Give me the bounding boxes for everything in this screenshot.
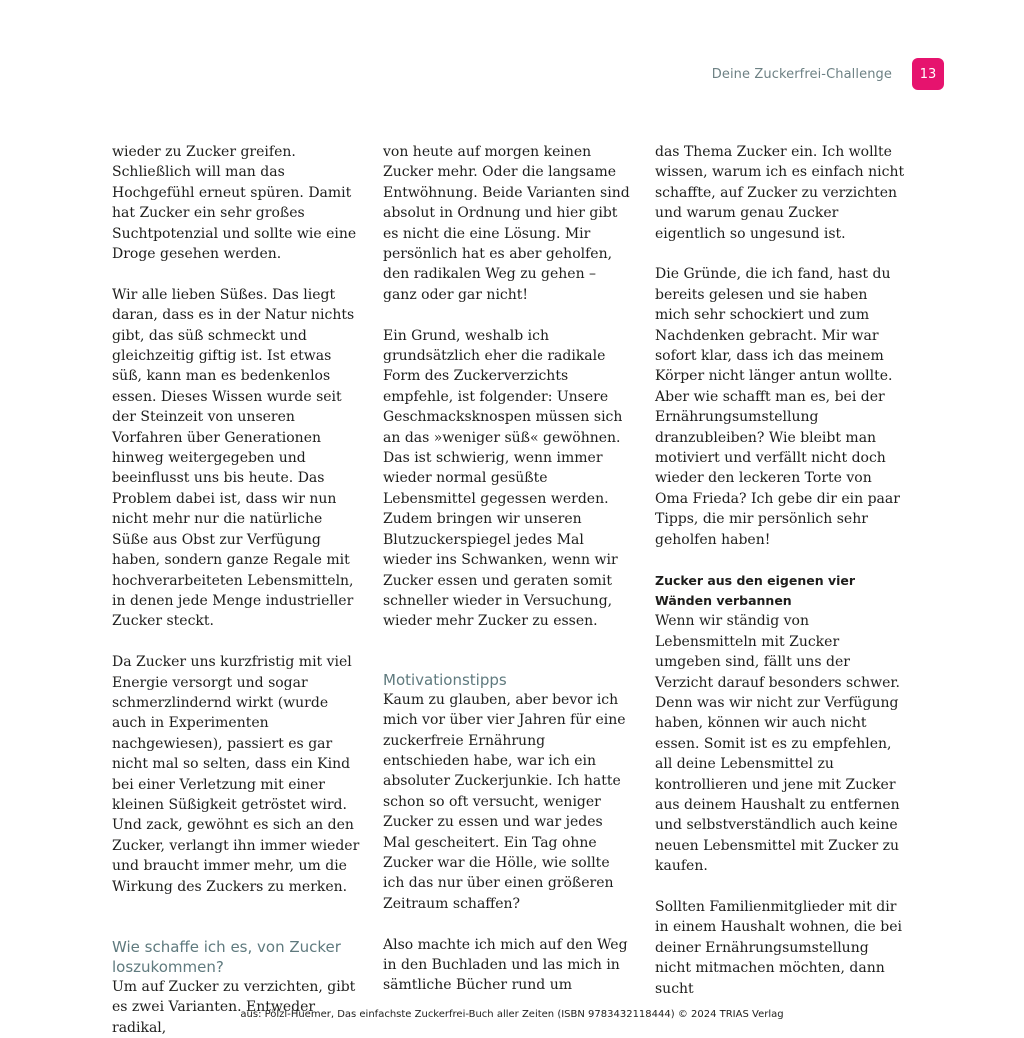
text-column-2 — [383, 142, 633, 996]
paragraph: Ein Grund, weshalb ich grundsätzlich eher die radikale Form des Zuckerverzichts empfehle, ist folgender: Unsere Geschmacksknospen müssen sich an das »weniger süß« gewöhnen. Das ist schwierig, wenn immer wieder normal gesüßte Lebensmittel gegessen werden. Zudem bringen wir unseren Blutzuckerspiegel jedes Mal wieder ins Schwanken, wenn wir Zucker essen und geraten somit schneller wieder in Versuchung, wieder mehr Zucker zu essen. — [383, 327, 623, 630]
text-column-1 — [112, 142, 362, 1038]
subsection-heading: Zucker aus den eigenen vier Wänden verbannen — [655, 572, 856, 608]
paragraph: Sollten Familienmitglieder mit dir in einem Haushalt wohnen, die bei deiner Ernährungsumstellung nicht mitmachen möchten, dann sucht — [655, 898, 902, 997]
paragraph: Wir alle lieben Süßes. Das liegt daran, dass es in der Natur nichts gibt, das süß schmeckt und gleichzeitig giftig ist. Ist etwas süß, kann man es bedenkenlos essen. Dieses Wissen wurde seit der Steinzeit von unseren Vorfahren über Generationen hinweg weitergegeben und beeinflusst uns bis heute. Das Problem dabei ist, dass wir nun nicht mehr nur die natürliche Süße aus Obst zur Verfügung haben, sondern ganze Regale mit hochverarbeiteten Lebensmitteln, in denen jede Menge industrieller Zucker steckt. — [112, 286, 355, 630]
running-title: Deine Zuckerfrei-Challenge — [711, 66, 892, 82]
paragraph: Um auf Zucker zu verzichten, gibt es zwei Varianten. Entweder radikal, — [112, 979, 356, 1036]
paragraph: das Thema Zucker ein. Ich wollte wissen, warum ich es einfach nicht schaffte, auf Zucker zu verzichten und warum genau Zucker eigentlich so ungesund ist. — [655, 144, 905, 242]
page-number-badge: 13 — [912, 58, 944, 90]
footer-citation: aus: Pölzl-Huemer, Das einfachste Zuckerfrei-Buch aller Zeiten (ISBN 9783432118444) © 2024 TRIAS Verlag — [240, 1009, 784, 1020]
paragraph: Also machte ich mich auf den Weg in den Buchladen und las mich in sämtliche Bücher rund um — [383, 936, 628, 994]
paragraph: Die Gründe, die ich fand, hast du bereits gelesen und sie haben mich sehr schockiert und zum Nachdenken gebracht. Mir war sofort klar, dass ich das meinem Körper nicht länger antun wollte. Aber wie schafft man es, bei der Ernährungsumstellung dranzubleiben? Wie bleibt man motiviert und verfällt nicht doch wieder den leckeren Torte von Oma Frieda? Ich gebe dir ein paar Tipps, die mir persönlich sehr geholfen haben! — [655, 266, 900, 548]
paragraph: wieder zu Zucker greifen. Schließlich will man das Hochgefühl erneut spüren. Damit hat Zucker ein sehr großes Suchtpotenzial und sollte wie eine Droge gesehen werden. — [112, 144, 357, 263]
section-heading: Motivationstipps — [383, 670, 507, 689]
text-column-3 — [655, 142, 905, 999]
paragraph: von heute auf morgen keinen Zucker mehr. Oder die langsame Entwöhnung. Beide Varianten sind absolut in Ordnung und hier gibt es nicht die eine Lösung. Mir persönlich hat es aber geholfen, den radikalen Weg zu gehen – ganz oder gar nicht! — [383, 144, 630, 303]
section-heading: Wie schaffe ich es, von Zucker loszukommen? — [112, 938, 341, 976]
paragraph: Da Zucker uns kurzfristig mit viel Energie versorgt und sogar schmerzlindernd wirkt (wurde auch in Experimenten nachgewiesen), passiert es gar nicht mal so selten, dass ein Kind bei einer Verletzung mit einer kleinen Süßigkeit getröstet wird. Und zack, gewöhnt es sich an den Zucker, verlangt ihn immer wieder und braucht immer mehr, um die Wirkung des Zuckers zu merken. — [112, 654, 360, 895]
page-header — [712, 58, 944, 90]
paragraph: Wenn wir ständig von Lebensmitteln mit Zucker umgeben sind, fällt uns der Verzicht darauf besonders schwer. Denn was wir nicht zur Verfügung haben, können wir auch nicht essen. Somit ist es zu empfehlen, all deine Lebensmittel zu kontrollieren und jene mit Zucker aus deinem Haushalt zu entfernen und selbstverständlich auch keine neuen Lebensmittel mit Zucker zu kaufen. — [655, 613, 900, 875]
paragraph: Kaum zu glauben, aber bevor ich mich vor über vier Jahren für eine zuckerfreie Ernährung entschieden habe, war ich ein absoluter Zuckerjunkie. Ich hatte schon so oft versucht, weniger Zucker zu essen und war jedes Mal gescheitert. Ein Tag ohne Zucker war die Hölle, wie sollte ich das nur über einen größeren Zeitraum schaffen? — [383, 691, 626, 912]
